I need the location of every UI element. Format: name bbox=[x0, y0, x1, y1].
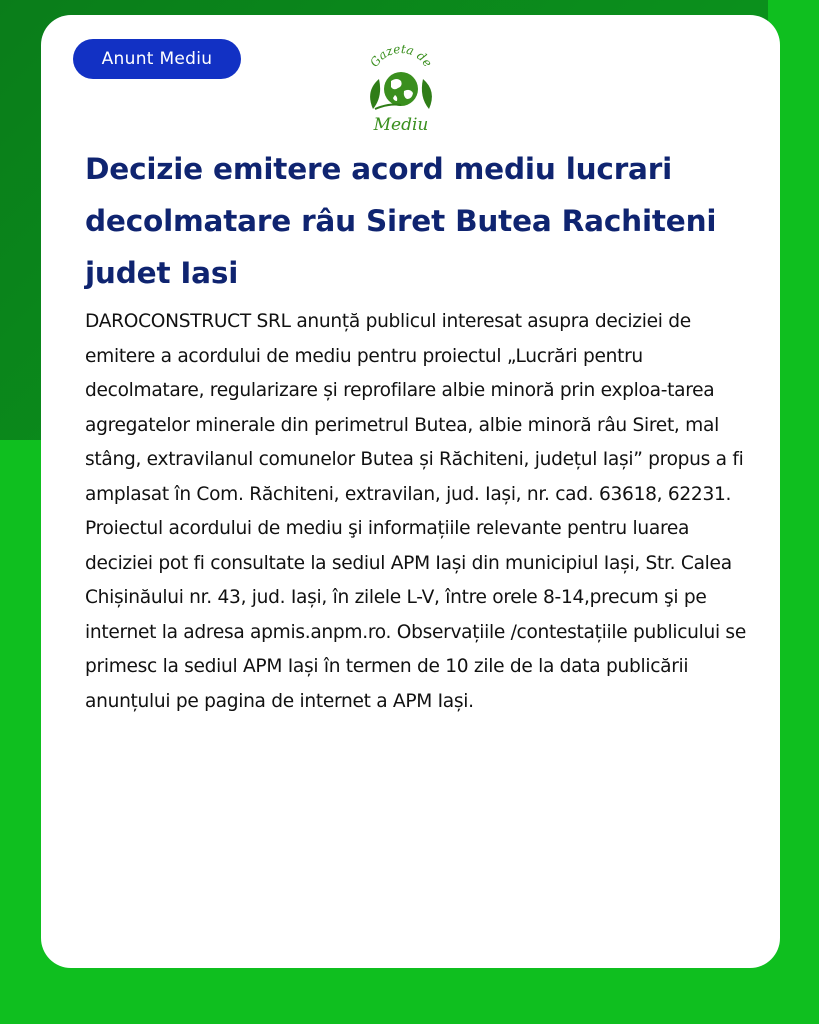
announcement-card bbox=[41, 15, 780, 968]
article-title: Decizie emitere acord mediu lucrari decolmatare râu Siret Butea Rachiteni judet Iasi bbox=[85, 152, 717, 290]
globe-leaf-icon bbox=[359, 39, 443, 135]
logo-top-text: Gazeta de bbox=[367, 41, 435, 70]
category-badge: Anunt Mediu bbox=[73, 39, 241, 79]
svg-text:Gazeta de bbox=[367, 42, 435, 70]
logo-bottom-text: Mediu bbox=[373, 115, 429, 135]
gazeta-de-mediu-logo bbox=[359, 39, 443, 135]
article-body: DAROCONSTRUCT SRL anunță publicul interesat asupra deciziei de emitere a acordului de mediu pentru proiectul „Lucrări pentru decolmatare, regularizare și reprofilare albie minoră prin exploa-tarea agregatelor minerale din perimetrul Butea, albie minoră râu Siret, mal stâng, extravilanul comunelor Butea și Răchiteni, județul Iași” propus a fi amplasat în Com. Răchiteni, extravilan, jud. Iași, nr. cad. 63618, 62231. Proiectul acordului de mediu şi informațiile relevante pentru luarea deciziei pot fi consultate la sediul APM Iași din municipiul Iași, Str. Calea Chișinăului nr. 43, jud. Iași, în zilele L-V, între orele 8-14,precum şi pe internet la adresa apmis.anpm.ro. Observațiile /contestațiile publicului se primesc la sediul APM Iași în termen de 10 zile de la data publicării anunțului pe pagina de internet a APM Iași. bbox=[85, 311, 746, 712]
